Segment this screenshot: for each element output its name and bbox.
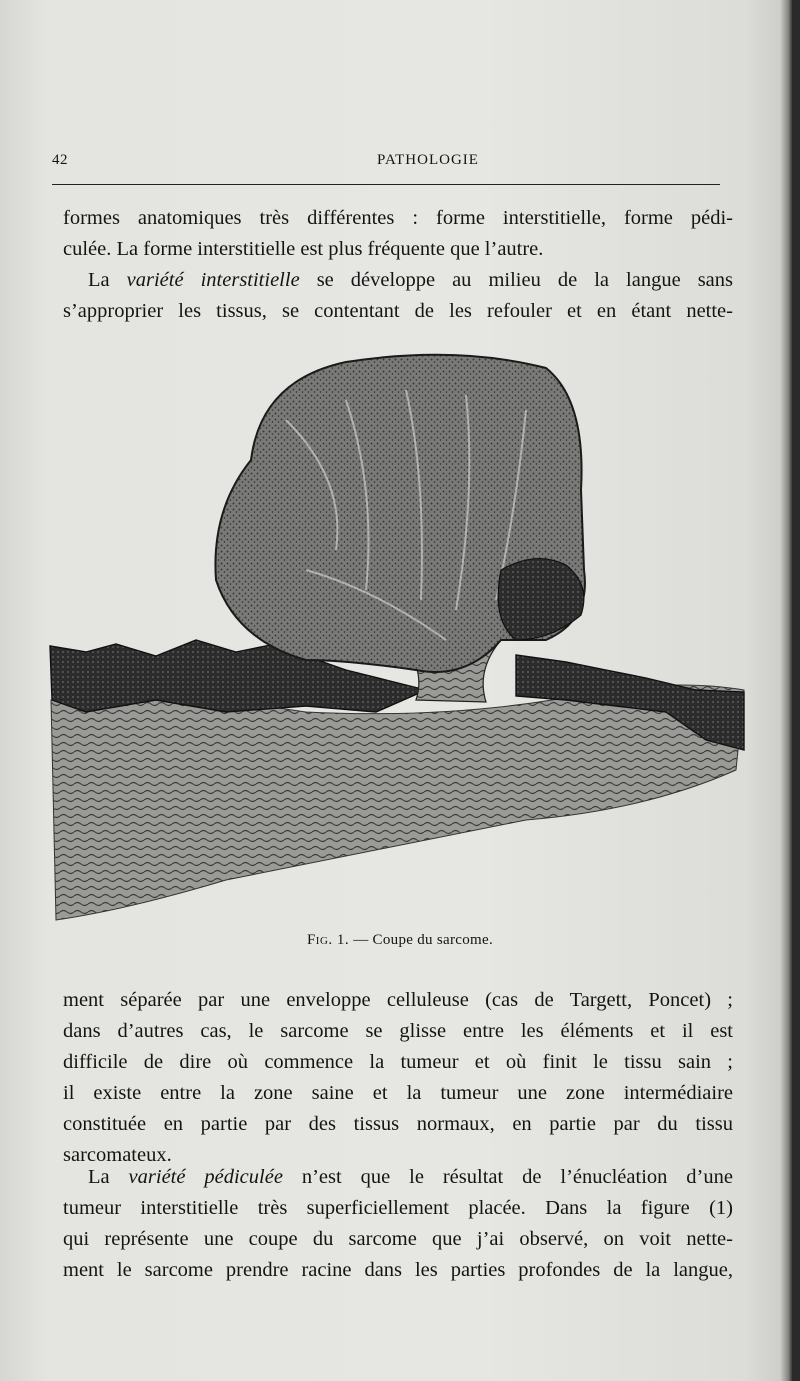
page-header [52, 152, 720, 178]
tumor-section-illustration [46, 340, 746, 925]
page-spine-shadow [780, 0, 792, 1381]
caption-dash: — [349, 932, 373, 948]
text-line: qui représente une coupe du sarcome que j’ai observé, on voit nette- [63, 1228, 733, 1250]
paragraph-2 [63, 265, 733, 327]
text-run: se développe au milieu de la langue sans [299, 269, 733, 291]
tumor-lobule [498, 559, 584, 640]
text-line: formes anatomiques très différentes : forme interstitielle, forme pédi- [63, 207, 733, 229]
text-line: difficile de dire où commence la tumeur et où finit le tissu sain ; [63, 1051, 733, 1073]
page-number: 42 [52, 152, 68, 168]
text-line: ment séparée par une enveloppe celluleuse (cas de Targett, Poncet) ; [63, 989, 733, 1011]
header-rule [52, 184, 720, 185]
text-run: n’est que le résultat de l’énucléation d’une [282, 1166, 733, 1188]
text-run: La [88, 269, 127, 291]
text-line: tumeur interstitielle très superficiellement placée. Dans la figure (1) [63, 1197, 733, 1219]
figure-caption [0, 932, 792, 949]
paragraph-3 [63, 985, 733, 1171]
italic-term: variété interstitielle [126, 269, 300, 291]
text-line: ment le sarcome prendre racine dans les parties profondes de la langue, [63, 1259, 733, 1281]
text-line: sarcomateux. [63, 1144, 172, 1166]
caption-text: Coupe du sarcome. [372, 932, 494, 948]
text-line [63, 1162, 733, 1193]
paragraph-4 [63, 1162, 733, 1286]
deep-tissue-layer [51, 685, 744, 920]
figure-label: Fig. 1. [306, 932, 350, 948]
running-head: PATHOLOGIE [377, 152, 479, 168]
text-line [63, 265, 733, 296]
text-line: culée. La forme interstitielle est plus fréquente que l’autre. [63, 238, 544, 260]
text-line: il existe entre la zone saine et la tumeur une zone intermédiaire [63, 1082, 733, 1104]
text-line: s’approprier les tissus, se contentant de les refouler et en étant nette- [63, 300, 733, 322]
text-run: La [88, 1166, 129, 1188]
paragraph-1 [63, 203, 733, 265]
text-line: dans d’autres cas, le sarcome se glisse entre les éléments et il est [63, 1020, 733, 1042]
italic-term: variété pédiculée [128, 1166, 283, 1188]
text-line: constituée en partie par des tissus normaux, en partie par du tissu [63, 1113, 733, 1135]
